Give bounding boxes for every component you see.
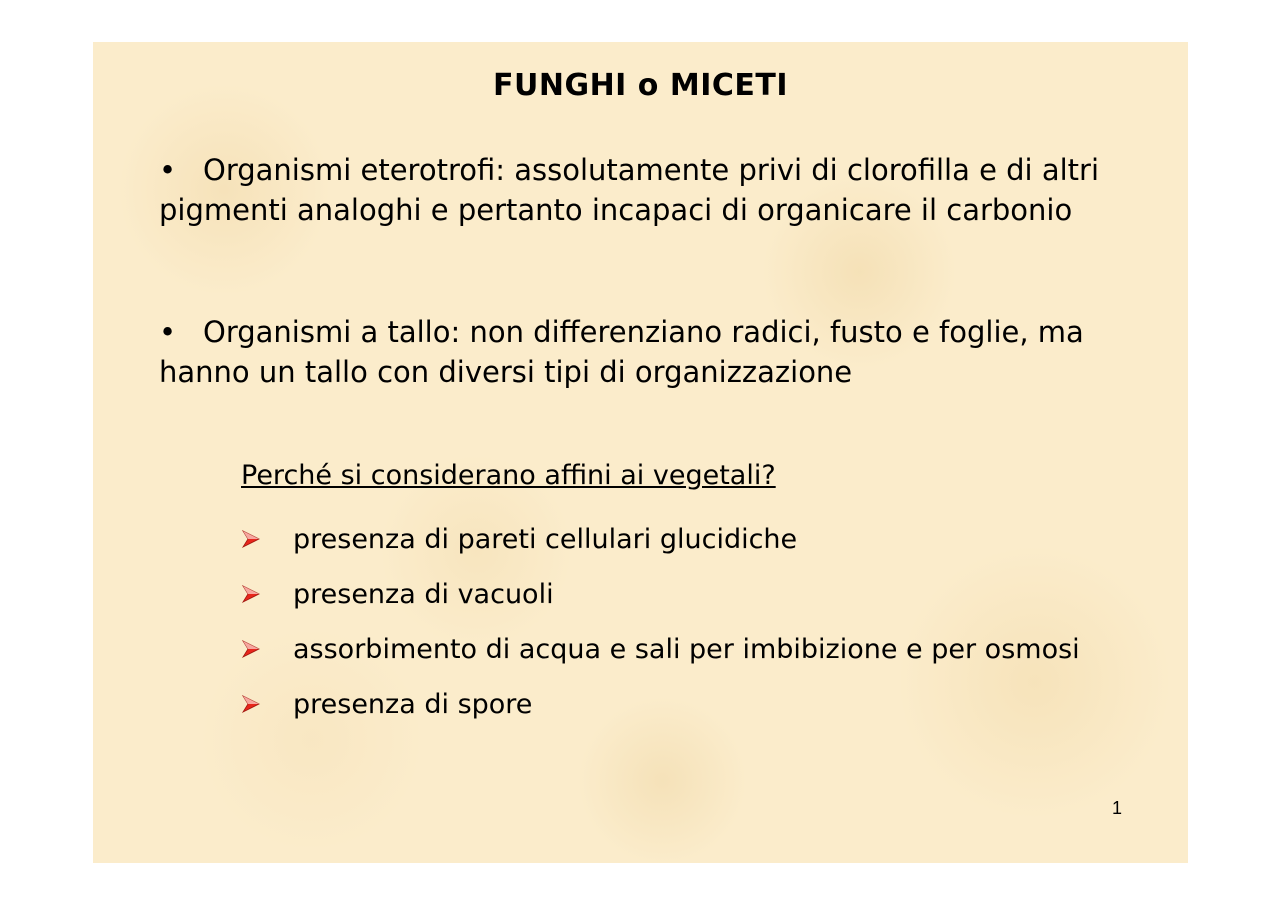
paragraph-text: Organismi eterotrofi: assolutamente privi di clorofilla e di altri pigmenti analoghi e pertanto incapaci di organicare il carbonio: [159, 153, 1100, 227]
arrow-bullet-icon: [241, 584, 293, 606]
reasons-list: [241, 512, 1080, 732]
question-heading: Perché si considerano affini ai vegetali?: [241, 460, 776, 491]
list-item-text: presenza di vacuoli: [293, 579, 554, 610]
list-item-text: presenza di pareti cellulari glucidiche: [293, 524, 798, 555]
slide-title: FUNGHI o MICETI: [492, 68, 788, 103]
page-number: 1: [1111, 798, 1122, 818]
bullet-dot: •: [159, 315, 177, 349]
slide: [93, 42, 1188, 863]
paragraph-heterotrophs: [159, 150, 1119, 230]
paragraph-thallus: [159, 312, 1119, 392]
bullet-dot: •: [159, 153, 177, 187]
arrow-bullet-icon: [241, 639, 293, 661]
list-item-text: presenza di spore: [293, 689, 533, 720]
list-item: [241, 677, 1080, 732]
arrow-bullet-icon: [241, 529, 293, 551]
list-item-text: assorbimento di acqua e sali per imbibizione e per osmosi: [293, 634, 1080, 665]
arrow-bullet-icon: [241, 694, 293, 716]
paragraph-text: Organismi a tallo: non differenziano radici, fusto e foglie, ma hanno un tallo con diversi tipi di organizzazione: [159, 315, 1084, 389]
list-item: [241, 512, 1080, 567]
list-item: [241, 567, 1080, 622]
list-item: [241, 622, 1080, 677]
